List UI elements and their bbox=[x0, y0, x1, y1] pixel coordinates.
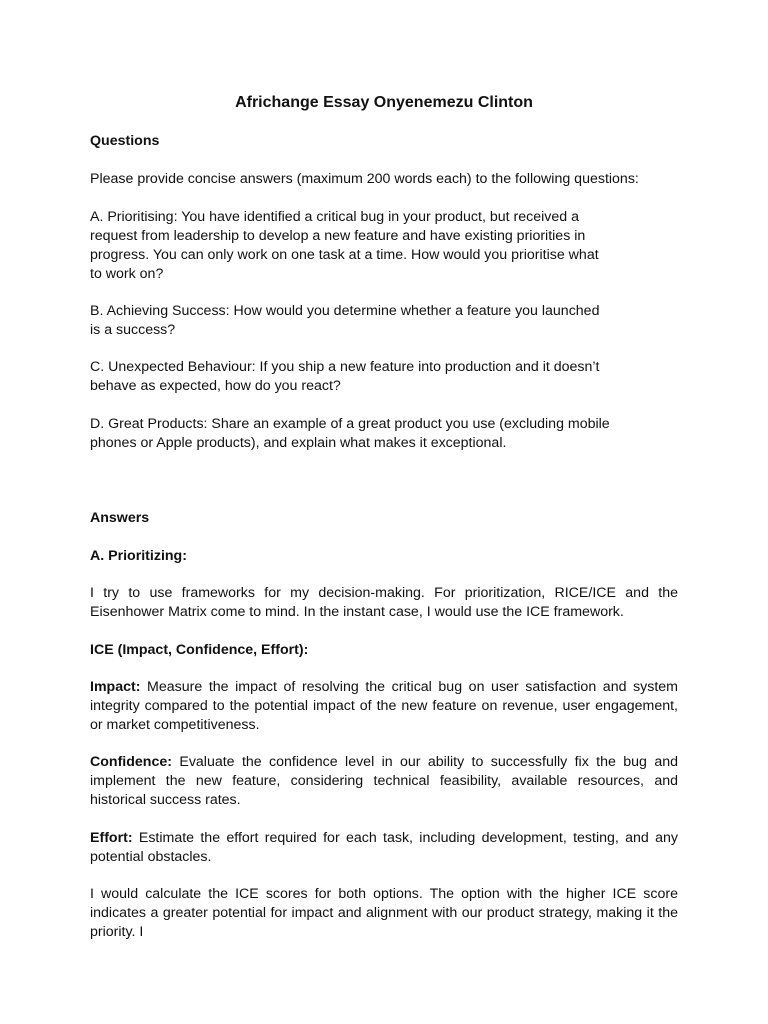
confidence-label: Confidence: bbox=[90, 754, 172, 770]
impact-text: Measure the impact of resolving the critical bug on user satisfaction and system integrity compared to the potential impact of the new feature on revenue, user engagement, or market competitiveness. bbox=[90, 679, 678, 733]
question-b: B. Achieving Success: How would you determine whether a feature you launched is a success? bbox=[90, 303, 600, 338]
question-c: C. Unexpected Behaviour: If you ship a new feature into production and it doesn’t behave as expected, how do you react? bbox=[90, 359, 600, 394]
ice-conclusion: I would calculate the ICE scores for both options. The option with the higher ICE score indicates a greater potential for impact and alignment with our product strategy, making it the priority. I bbox=[90, 886, 678, 940]
answer-a-heading: A. Prioritizing: bbox=[90, 548, 187, 564]
question-a: A. Prioritising: You have identified a critical bug in your product, but received a request from leadership to develop a new feature and have existing priorities in progress. You can only work on one task at a time. How would you prioritise what to work on? bbox=[90, 209, 599, 282]
question-d: D. Great Products: Share an example of a great product you use (excluding mobile phones or Apple products), and explain what makes it exceptional. bbox=[90, 416, 610, 451]
effort-label: Effort: bbox=[90, 830, 133, 846]
questions-heading: Questions bbox=[90, 133, 160, 149]
impact-paragraph bbox=[90, 678, 678, 735]
ice-heading: ICE (Impact, Confidence, Effort): bbox=[90, 642, 309, 658]
answers-heading: Answers bbox=[90, 510, 150, 526]
confidence-paragraph bbox=[90, 753, 678, 810]
questions-intro: Please provide concise answers (maximum 200 words each) to the following questions: bbox=[90, 171, 639, 187]
impact-label: Impact: bbox=[90, 679, 141, 695]
effort-paragraph bbox=[90, 829, 678, 867]
effort-text: Estimate the effort required for each task, including development, testing, and any potential obstacles. bbox=[90, 830, 678, 865]
document-title: Africhange Essay Onyenemezu Clinton bbox=[235, 94, 533, 111]
answer-a-intro: I try to use frameworks for my decision-making. For prioritization, RICE/ICE and the Eisenhower Matrix come to mind. In the instant case, I would use the ICE framework. bbox=[90, 585, 678, 620]
confidence-text: Evaluate the confidence level in our ability to successfully fix the bug and implement the new feature, considering technical feasibility, available resources, and historical success rates. bbox=[90, 754, 678, 808]
